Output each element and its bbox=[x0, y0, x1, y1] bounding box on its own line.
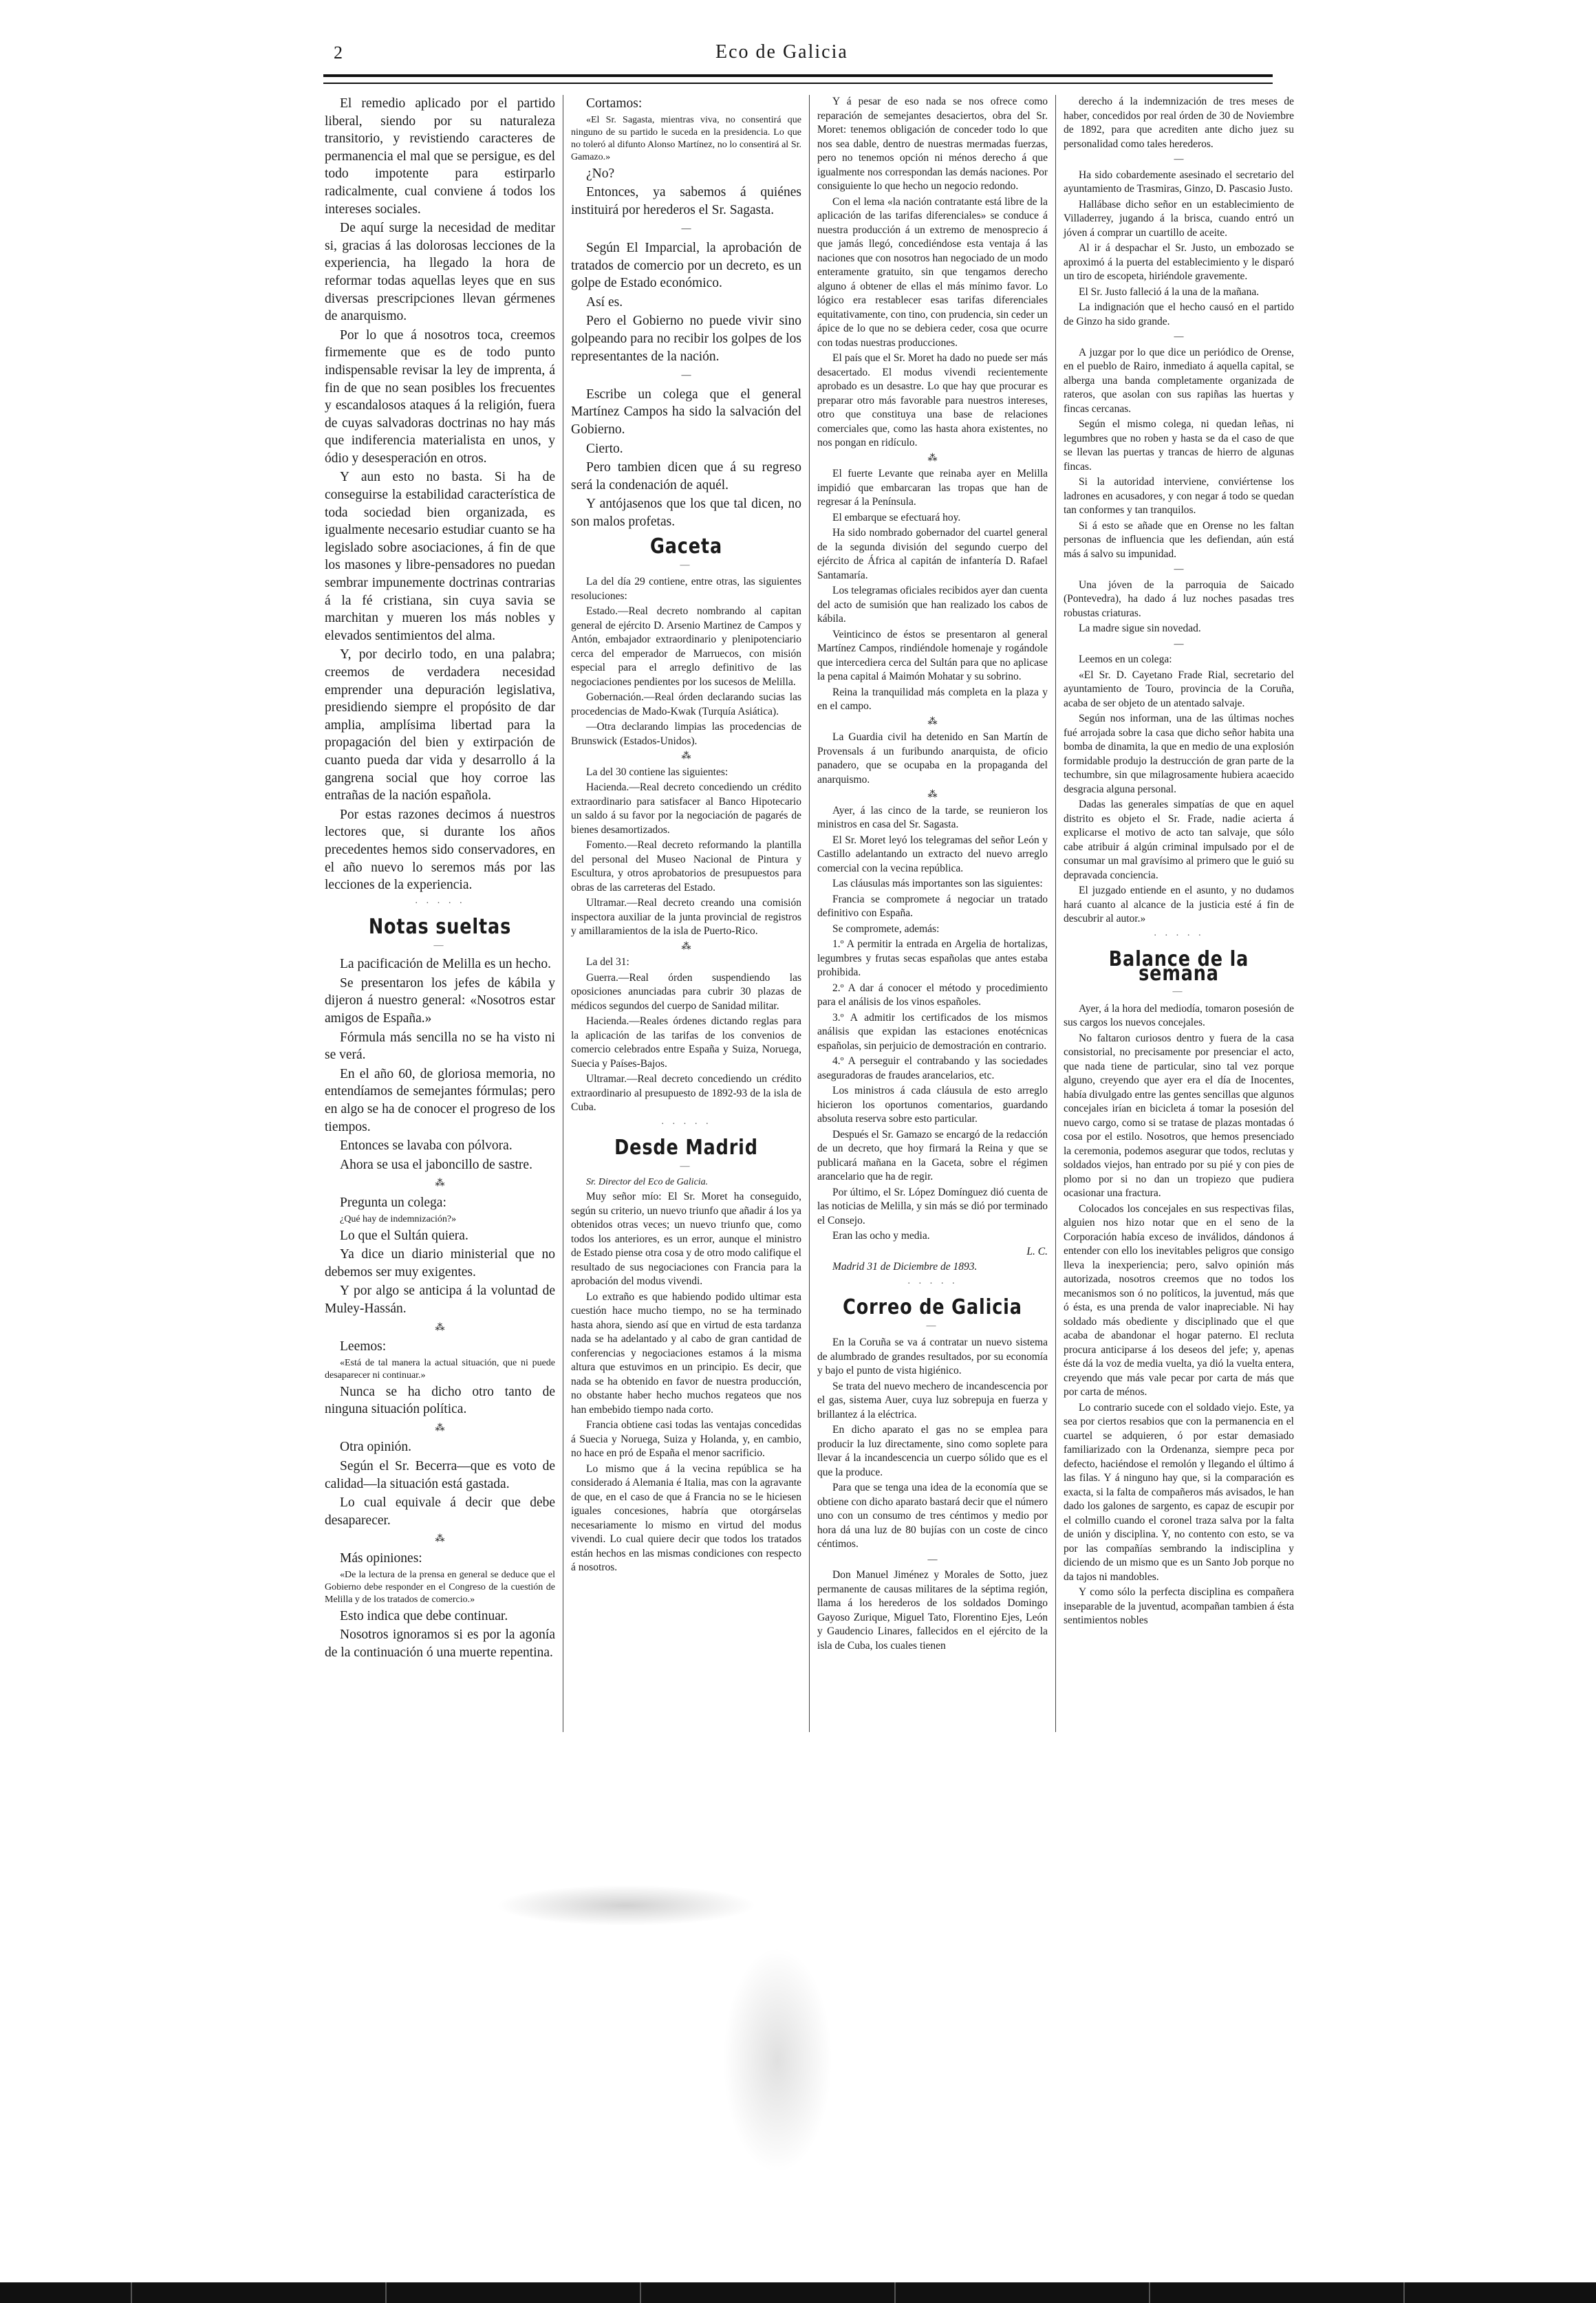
divider: — bbox=[1174, 332, 1184, 342]
asterism: ⁂ bbox=[435, 1178, 445, 1189]
paragraph: De aquí surge la necesidad de meditar si, gracias á las dolorosas lecciones de la experiencia, ha llegado la hora de reformar todas aquellas leyes que en sus diversas prescripciones llevan gérmenes de anarquismo. bbox=[325, 221, 555, 324]
paragraph: Según nos informan, una de las últimas noches fué arrojada sobre la casa que dicho señor habita una bomba de dinamita, la que en medio de una explosión formidable produjo la destrucción de gran parte de la techumbre, sin que milagrosamente hubiera acaecido desgracia alguna personal. bbox=[1064, 713, 1294, 795]
scan-bottom-edge bbox=[0, 2282, 1596, 2303]
paragraph: Entonces se lavaba con pólvora. bbox=[340, 1138, 513, 1154]
paragraph: Nunca se ha dicho otro tanto de ninguna situación política. bbox=[325, 1384, 555, 1417]
paragraph: 2.º A dar á conocer el método y procedimiento para el análisis de los vinos españoles. bbox=[817, 982, 1048, 1008]
paragraph: La madre sigue sin novedad. bbox=[1079, 623, 1201, 634]
asterism: ⁂ bbox=[927, 790, 938, 800]
paragraph: Veinticinco de éstos se presentaron al general Martínez Campos, rindiéndole homenaje y rogándole que intercediera cerca del Sultán para que no aplicase la pena capital á Maimón Mohatar y su sobrino. bbox=[817, 628, 1048, 682]
paragraph: —Otra declarando limpias las procedencias de Brunswick (Estados-Unidos). bbox=[571, 721, 801, 747]
scan-smudge bbox=[722, 1947, 832, 2174]
asterism: ⁂ bbox=[435, 1423, 445, 1434]
paragraph: La del 30 contiene las siguientes: bbox=[586, 766, 729, 778]
section-title-correo-de-galicia: Correo de Galicia bbox=[843, 1295, 1022, 1319]
signature: L. C. bbox=[1026, 1245, 1048, 1257]
paragraph: Ultramar.—Real decreto creando una comisión inspectora auxiliar de la junta provincial de registros y amillaramientos de la isla de Puerto-Rico. bbox=[571, 897, 801, 938]
paragraph: Con el lema «la nación contratante está libre de la aplicación de las tarifas diferenciales» se conduce á nuestra producción á un extremo de menosprecio á que jamás llegó, concediéndose esta ventaja á las naciones que con nosotros han negociado de un modo enteramente gratuito, sin que tengamos derecho alguno á obtener de ellas el más mínimo favor. Lo lógico era restablecer esas tarifas diferenciales equitativamente, con tino, con prudencia, sin ceder un ápice de lo que no se debiera ceder, cosa que ocurre con todas nuestras producciones. bbox=[817, 195, 1048, 349]
paragraph: Las cláusulas más importantes son las siguientes: bbox=[832, 878, 1043, 889]
asterism: ⁂ bbox=[435, 1322, 445, 1333]
paragraph: La indignación que el hecho causó en el partido de Ginzo ha sido grande. bbox=[1064, 301, 1294, 327]
paragraph: Don Manuel Jiménez y Morales de Sotto, juez permanente de causas militares de la séptima región, llama á los herederos de los soldados Domingo Gayoso Zurique, Miguel Tato, Florentino Ejes, León y Gaudencio Linares, fallecidos en el ejército de la isla de Cuba, los cuales tienen bbox=[817, 1569, 1048, 1652]
section-title-notas-sueltas: Notas sueltas bbox=[368, 915, 512, 940]
paragraph: La del día 29 contiene, entre otras, las siguientes resoluciones: bbox=[571, 576, 801, 602]
column-4 bbox=[1064, 95, 1294, 1630]
paragraph: Hallábase dicho señor en un establecimiento de Villaderrey, jugando á la brisca, cuando entró un jóven á comprar un cuartillo de aceite. bbox=[1064, 198, 1294, 239]
paragraph: Eran las ocho y media. bbox=[832, 1230, 930, 1242]
paragraph: Hacienda.—Reales órdenes dictando reglas para la aplicación de las tarifas de los convenios de comercio celebrados entre España y Suiza, Noruega, Suecia y Países-Bajos. bbox=[571, 1015, 801, 1070]
scan-tick bbox=[1149, 2282, 1150, 2303]
paragraph: Según el mismo colega, ni quedan leñas, ni legumbres que no roben y hasta se da el caso de que se llevan las puertas y trancas de hierro de algunas fincas. bbox=[1064, 418, 1294, 473]
paragraph: Lo contrario sucede con el soldado viejo. Este, ya sea por ciertos resabios que con la permanencia en el cuartel se adquieren, ó por estar demasiado familiarizado con la Ordenanza, siempre peca por defecto, haciéndose el remolón y llegando el último á las filas. Y á ninguno hay que, si la comparación es exacta, si la falta de compañeros más avisados, le han dado los galones de sargento, es capaz de escupir por el colmillo cuando el coronel traza salva por la falta de unión y disciplina. Y, no contento con esto, se va por las compañías sembrando la indisciplina y diciendo de un mismo que es un Santo Job porque no da tajos ni mandobles. bbox=[1064, 1401, 1294, 1583]
paragraph: Francia obtiene casi todas las ventajas concedidas á Suecia y Noruega, Suiza y Holanda, y, en cambio, no hace en pró de España el menor sacrificio. bbox=[571, 1419, 801, 1460]
paragraph: Los ministros á cada cláusula de esto arreglo hicieron los oportunos comentarios, guardando absoluta reserva sobre esto particular. bbox=[817, 1085, 1048, 1125]
paragraph: Otra opinión. bbox=[340, 1440, 411, 1455]
ornament-divider: · · · · · bbox=[1153, 930, 1205, 941]
paragraph: Ultramar.—Real decreto concediendo un crédito extraordinario al presupuesto de 1892-93 de la isla de Cuba. bbox=[571, 1073, 801, 1114]
divider: — bbox=[1174, 564, 1184, 574]
paragraph: Por lo que á nosotros toca, creemos firmemente que es de todo punto indispensable revisar la ley de imprenta, á fin de que no sean posibles los frecuentes y escandalosos ataques á la religión, fuera de cuyas salvadoras doctrinas no hay más que indiferencia materialista en unos, y ódio y desesperación en otros. bbox=[325, 327, 555, 466]
paragraph: Ya dice un diario ministerial que no debemos ser muy exigentes. bbox=[325, 1247, 555, 1279]
ornament-divider: · · · · · bbox=[414, 898, 466, 909]
paragraph: Lo extraño es que habiendo podido ultimar esta cuestión hace mucho tiempo, no se ha terminado hasta ahora, siendo así que en virtud de esta tardanza nada se ha adelantado y al cabo de gran cantidad de conferencias y negociaciones estamos á la misma altura que estuvimos en un principio. Es decir, que nada se ha obtenido en favor de nuestra producción, no obstante haber hecho muchos regateos que nos han embebido tiempo nada corto. bbox=[571, 1290, 801, 1416]
asterism: ⁂ bbox=[927, 453, 938, 464]
section-title-gaceta: Gaceta bbox=[649, 534, 723, 559]
asterism: ⁂ bbox=[681, 751, 691, 762]
correo-section bbox=[817, 1336, 1048, 1653]
paragraph: Según El Imparcial, la aprobación de tratados de comercio por un decreto, es un golpe de Estado económico. bbox=[571, 240, 801, 291]
paragraph: El país que el Sr. Moret ha dado no puede ser más desacertado. El modus vivendi recientemente aprobado es un desastre. Lo que hay que procurar es preparar otro más favorable para nuestros intereses, otro que constituya una base de relaciones comerciales que, como las hasta ahora existentes, no nos pongan en ridículo. bbox=[817, 352, 1048, 448]
paragraph: Nosotros ignoramos si es por la agonía de la continuación ó una muerte repentina. bbox=[325, 1628, 555, 1660]
section-title-balance-de-la-semana: Balance de la semana bbox=[1108, 947, 1249, 986]
scan-tick bbox=[640, 2282, 641, 2303]
paragraph: Y, por decirlo todo, en una palabra; creemos de verdadera necesidad emprender una depuración legislativa, presidiendo siempre el propósito de dar amplia, amplísima libertad para la propagación del bien y extirpación de cuanto pueda dar vida y desarrollo á la gangrena social que hoy corroe las entrañas de la nación española. bbox=[325, 647, 555, 803]
paragraph: Los telegramas oficiales recibidos ayer dan cuenta del acto de sumisión que han realizado los cabos de kábila. bbox=[817, 585, 1048, 625]
paragraph: Colocados los concejales en sus respectivas filas, alguien nos hizo notar que en el seno de la Corporación había exceso de inválidos, dándonos á entender con ello los inevitables peligros que consigo lleva la inexperiencia; pero, salvo opinión más autorizada, nosotros creemos que no todos los mecanismos son ó no políticos, la juventud, más que ó ésta, es una prenda de valor inapreciable. Ni hay soldado más obediente y disciplinado que el que acaba de abandonar el hogar paterno. El recluta procura anticiparse á los deseos del jefe; y, apenas éste dá la voz de media vuelta, ya dió la vuelta entera, creyendo que más vale pecar por carta de más que por carta de ménos. bbox=[1064, 1202, 1294, 1398]
column-rule bbox=[809, 95, 810, 1732]
paragraph: 3.º A admitir los certificados de los mismos análisis que expidan las estaciones enotécnicas españolas, sin perjuicio de demostración en contrario. bbox=[817, 1011, 1048, 1052]
paragraph: No faltaron curiosos dentro y fuera de la casa consistorial, no precisamente por presenciar el acto, que nada tiene de particular, sino tal vez porque alguno, creyendo que ayer era el día de Inocentes, había divulgado entre las gentes sencillas que algunos concejales irían en bicicleta á tomar la posesión del nuevo cargo, como si se tratase de plazas montadas ó cosa por el estilo. Nosotros, que hemos presenciado la ceremonia, podemos asegurar que todos, reclutas y soldados viejos, han entrado por su pié y con pies de plomo por si no dan un tropiezo que pudiera ocasionar una fractura. bbox=[1064, 1032, 1294, 1199]
asterism: ⁂ bbox=[927, 716, 938, 727]
paragraph: Esto indica que debe continuar. bbox=[340, 1608, 508, 1623]
divider: — bbox=[681, 224, 691, 235]
paragraph: Ha sido nombrado gobernador del cuartel general de la segunda división del segundo cuerpo del ejército de África al capitán de infantería D. Rafael Santamaría. bbox=[817, 527, 1048, 581]
paragraph: La del 31: bbox=[586, 956, 629, 969]
paragraph: Gobernación.—Real órden declarando sucias las procedencias de Mado-Kwak (Turquía Asiática). bbox=[571, 691, 801, 717]
salutation: Sr. Director del Eco de Galicia. bbox=[586, 1177, 709, 1188]
asterism: ⁂ bbox=[435, 1534, 445, 1545]
column-1 bbox=[325, 95, 555, 1663]
paragraph: Estado.—Real decreto nombrando al capitan general de ejército D. Arsenio Martinez de Campos y Antón, embajador extraordinario y plenipotenciario cerca del emperador de Marruecos, con misión especial para el arreglo definitivo de las negociaciones pendientes por los sucesos de Melilla. bbox=[571, 605, 801, 688]
paragraph: «El Sr. D. Cayetano Frade Rial, secretario del ayuntamiento de Touro, provincia de la Coruña, acaba de ser objeto de un atentado salvaje. bbox=[1064, 669, 1294, 709]
page-number: 2 bbox=[334, 43, 343, 63]
scan-tick bbox=[1403, 2282, 1405, 2303]
paragraph: Pregunta un colega: bbox=[340, 1195, 446, 1210]
paragraph: Muy señor mío: El Sr. Moret ha conseguido, según su criterio, un nuevo triunfo que añadir á los ya obtenidos otras veces; un nuevo triunfo que, como todos los anteriores, es un error, aunque el ministro de Estado piense otra cosa y de otro modo califique el resultado de sus negociaciones con Francia para la aprobación del modus vivendi. bbox=[571, 1191, 801, 1288]
header-rule bbox=[323, 74, 1273, 84]
paragraph: Y por algo se anticipa á la voluntad de Muley-Hassán. bbox=[325, 1284, 555, 1316]
section-title-desde-madrid: Desde Madrid bbox=[614, 1136, 758, 1160]
madrid-section bbox=[571, 1176, 801, 1575]
editorial-article bbox=[325, 95, 555, 894]
ornament-divider: — bbox=[926, 1320, 939, 1331]
quote: «Está de tal manera la actual situación, que ni puede desaparecer ni continuar.» bbox=[325, 1357, 555, 1381]
paragraph: Hacienda.—Real decreto concediendo un crédito extraordinario para satisfacer al Banco Hipotecario un saldo á su favor por la negociación de pagarés de bienes desamortizados. bbox=[571, 781, 801, 836]
scan-tick bbox=[894, 2282, 896, 2303]
paragraph: Entonces, ya sabemos á quiénes instituirá por herederos el Sr. Sagasta. bbox=[571, 185, 801, 217]
madrid-continued bbox=[817, 95, 1048, 1275]
quote: «De la lectura de la prensa en general se deduce que el Gobierno debe responder en el Congreso de la cuestión de Melilla y de los tratados de comercio.» bbox=[325, 1569, 555, 1605]
paragraph: Para que se tenga una idea de la economía que se obtiene con dicho aparato bastará decir que el número uno con un consumo de tres céntimos y medio por hora dá una luz de 80 bujías con un coste de cinco céntimos. bbox=[817, 1482, 1048, 1550]
ornament-divider: — bbox=[680, 559, 693, 570]
paragraph: Lo mismo que á la vecina república se ha considerado á Alemania é Italia, mas con la agravante de que, en el caso de que á Francia no se le hiciesen iguales concesiones, habría que otorgárselas necesariamente lo mismo en virtud del modus vivendi. Lo cual quiere decir que todos los tratados están hechos en las mismas condiciones con respecto á nosotros. bbox=[571, 1462, 801, 1574]
correo-continued bbox=[1064, 95, 1294, 927]
paragraph: derecho á la indemnización de tres meses de haber, concedidos por real órden de 30 de Noviembre de 1892, para que acrediten ante dicho juez su personalidad como tales herederos. bbox=[1064, 96, 1294, 150]
paragraph: Se presentaron los jefes de kábila y dijeron á nuestro general: «Nosotros estar amigos de España.» bbox=[325, 975, 555, 1026]
paragraph: En dicho aparato el gas no se emplea para producir la luz directamente, sino como soplete para llevar á la incandescencia un cuerpo sólido que es el que la produce. bbox=[817, 1424, 1048, 1478]
paragraph: Ayer, á las cinco de la tarde, se reunieron los ministros en casa del Sr. Sagasta. bbox=[817, 804, 1048, 830]
ornament-divider: · · · · · bbox=[660, 1118, 712, 1129]
paragraph: Según el Sr. Becerra—que es voto de calidad—la situación está gastada. bbox=[325, 1459, 555, 1491]
paragraph: ¿No? bbox=[586, 166, 615, 181]
quote: «El Sr. Sagasta, mientras viva, no consentirá que ninguno de su partido le suceda en la presidencia. Lo que no toleró al difunto Alonso Martínez, no lo consentirá al Sr. Gamazo.» bbox=[571, 114, 801, 162]
divider: — bbox=[1174, 154, 1184, 164]
paragraph: Escribe un colega que el general Martínez Campos ha sido la salvación del Gobierno. bbox=[571, 387, 801, 437]
paragraph: El Sr. Moret leyó los telegramas del señor León y Castillo adelantando un extracto del nuevo arreglo comercial con la vecina república. bbox=[817, 834, 1048, 874]
divider: — bbox=[1174, 638, 1184, 649]
paragraph: Al ir á despachar el Sr. Justo, un embozado se aproximó á la puerta del establecimiento y le disparó un tiro de escopeta, hiriéndole gravemente. bbox=[1064, 242, 1294, 282]
paragraph: A juzgar por lo que dice un periódico de Orense, en el pueblo de Rairo, inmediato á aquella capital, se alberga una banda completamente organizada de rateros, que asolan con sus rapiñas las huertas y fincas cercanas. bbox=[1064, 346, 1294, 415]
ornament-divider: · · · · · bbox=[907, 1278, 958, 1289]
paragraph: Así es. bbox=[586, 294, 623, 310]
notas-section bbox=[325, 955, 555, 1661]
paragraph: Francia se compromete á negociar un tratado definitivo con España. bbox=[817, 893, 1048, 919]
comentarios-section bbox=[571, 95, 801, 530]
paragraph: Leemos: bbox=[340, 1339, 387, 1354]
paragraph: Dadas las generales simpatías de que en aquel distrito es objeto el Sr. Frade, nadie acierta á explicarse el motivo de acto tan salvaje, que sólo cabe atribuir á algún criminal impulsado por el de consumar un mal gravísimo al primero que le guió su depravada conciencia. bbox=[1064, 799, 1294, 881]
paragraph: Cortamos: bbox=[586, 96, 643, 111]
paragraph: El embarque se efectuará hoy. bbox=[832, 511, 961, 523]
paragraph: Ha sido cobardemente asesinado el secretario del ayuntamiento de Trasmiras, Ginzo, D. Pascasio Justo. bbox=[1064, 169, 1294, 195]
paragraph: 1.º A permitir la entrada en Argelia de hortalizas, legumbres y frutas secas españolas que antes estaba prohibida. bbox=[817, 938, 1048, 978]
quote: ¿Qué hay de indemnización?» bbox=[340, 1213, 457, 1224]
paragraph: Y á pesar de eso nada se nos ofrece como reparación de semejantes desaciertos, obra del Sr. Moret: tenemos obligación de conceder todo lo que nos sea dable, dentro de nuestras mermadas fuerzas, pero no tenemos opción ni ménos derecho á que igualmente nos correspondan las demás naciones. Por consiguiente lo que hecho un negocio redondo. bbox=[817, 96, 1048, 192]
asterism: ⁂ bbox=[681, 941, 691, 952]
paragraph: Por estas razones decimos á nuestros lectores que, si durante los años precedentes hemos sido conservadores, en el año nuevo lo seremos más por las lecciones de la experiencia. bbox=[325, 807, 555, 893]
scan-tick bbox=[131, 2282, 132, 2303]
paragraph: La Guardia civil ha detenido en San Martín de Provensals á un furibundo anarquista, de oficio panadero, que se ocupaba en la propaganda del anarquismo. bbox=[817, 731, 1048, 786]
paragraph: Reina la tranquilidad más completa en la plaza y en el campo. bbox=[817, 686, 1048, 712]
newspaper-title: Eco de Galicia bbox=[715, 41, 848, 63]
divider: — bbox=[927, 1554, 938, 1565]
column-rule bbox=[1055, 95, 1056, 1732]
paragraph: Si á esto se añade que en Orense no les faltan personas de influencia que les defiendan, aún está más á salvo su impunidad. bbox=[1064, 519, 1294, 560]
paragraph: El Sr. Justo falleció á la una de la mañana. bbox=[1079, 285, 1260, 298]
page-header bbox=[313, 36, 1276, 63]
paragraph: Pero el Gobierno no puede vivir sino golpeando para no recibir los golpes de los representantes de la nación. bbox=[571, 314, 801, 364]
paragraph: Se compromete, además: bbox=[832, 922, 940, 935]
ornament-divider: — bbox=[680, 1160, 693, 1171]
paragraph: El juzgado entiende en el asunto, y no dudamos hará cuanto al alcance de la justicia esté á fin de descubrir al autor.» bbox=[1064, 885, 1294, 925]
dateline: Madrid 31 de Diciembre de 1893. bbox=[832, 1261, 978, 1273]
paragraph: En el año 60, de gloriosa memoria, no entendíamos de semejantes fórmulas; pero en algo se ha de conocer el progreso de los tiempos. bbox=[325, 1066, 555, 1134]
paragraph: Ahora se usa el jaboncillo de sastre. bbox=[340, 1157, 532, 1172]
balance-section bbox=[1064, 1002, 1294, 1628]
paragraph: Fórmula más sencilla no se ha visto ni se verá. bbox=[325, 1030, 555, 1063]
paragraph: 4.º A perseguir el contrabando y las sociedades aseguradoras de fraudes arancelarios, etc. bbox=[817, 1055, 1048, 1081]
paragraph: Ayer, á la hora del mediodía, tomaron posesión de sus cargos los nuevos concejales. bbox=[1064, 1002, 1294, 1028]
scan-smudge bbox=[495, 1885, 757, 1926]
paragraph: Una jóven de la parroquia de Saicado (Pontevedra), ha dado á luz noches pasadas tres robustas criaturas. bbox=[1064, 579, 1294, 619]
column-2 bbox=[571, 95, 801, 1577]
paragraph: Después el Sr. Gamazo se encargó de la redacción de un decreto, que hoy firmará la Reina y que se publicará mañana en la Gaceta, sobre el régimen arancelario que ha de regir. bbox=[817, 1128, 1048, 1182]
paragraph: Por último, el Sr. López Domínguez dió cuenta de las noticias de Melilla, y sin más se dió por terminado el Consejo. bbox=[817, 1186, 1048, 1226]
paragraph: Y antójasenos que los que tal dicen, no son malos profetas. bbox=[571, 497, 801, 529]
paragraph: La pacificación de Melilla es un hecho. bbox=[340, 957, 551, 972]
paragraph: Leemos en un colega: bbox=[1079, 653, 1172, 665]
paragraph: El remedio aplicado por el partido liberal, siendo por su naturaleza transitorio, y revistiendo caracteres de permanencia el mal que se persigue, es del todo impotente para estirparlo radicalmente, cual conviene á todos los intereses sociales. bbox=[325, 96, 555, 217]
paragraph: Fomento.—Real decreto reformando la plantilla del personal del Museo Nacional de Pintura y Escultura, y otros aprobatorios de presupuestos para obras de las carreteras del Estado. bbox=[571, 839, 801, 894]
paragraph: Cierto. bbox=[586, 441, 623, 456]
ornament-divider: — bbox=[1172, 986, 1185, 997]
paragraph: Pero tambien dicen que á su regreso será la condenación de aquél. bbox=[571, 460, 801, 493]
paragraph: El fuerte Levante que reinaba ayer en Melilla impidió que embarcaran las tropas que han de regresar á la Península. bbox=[817, 468, 1048, 508]
ornament-divider: — bbox=[433, 940, 446, 951]
paragraph: En la Coruña se va á contratar un nuevo sistema de alumbrado de grandes resultados, por su economía y bajo el punto de vista higiénico. bbox=[817, 1337, 1048, 1376]
paragraph: Si la autoridad interviene, conviértense los ladrones en acusadores, y con negar á todo se quedan tan conformes y tan tranquilos. bbox=[1064, 476, 1294, 516]
paragraph: Guerra.—Real órden suspendiendo las oposiciones anunciadas para cubrir 30 plazas de médicos segundos del cuerpo de Sanidad militar. bbox=[571, 971, 801, 1012]
paragraph: Lo que el Sultán quiera. bbox=[340, 1228, 468, 1243]
paragraph: Lo cual equivale á decir que debe desaparecer. bbox=[325, 1495, 555, 1528]
column-3 bbox=[817, 95, 1048, 1654]
paragraph: Se trata del nuevo mechero de incandescencia por el gas, sistema Auer, cuya luz sobrepuja en fuerza y brillantez á la eléctrica. bbox=[817, 1380, 1048, 1420]
scan-tick bbox=[385, 2282, 387, 2303]
divider: — bbox=[681, 370, 691, 381]
paragraph: Y aun esto no basta. Si ha de conseguirse la estabilidad característica de toda sociedad bien organizada, es igualmente necesario estudiar cuanto se ha legislado sobre asociaciones, á fin de que los masones y libre-pensadores no puedan sembrar impunemente doctrinas contrarias á la fé cristiana, sin cuya savia se marchitan y mueren los más nobles y elevados sentimientos del alma. bbox=[325, 470, 555, 643]
paragraph: Más opiniones: bbox=[340, 1551, 422, 1566]
gaceta-section bbox=[571, 575, 801, 1115]
paragraph: Y como sólo la perfecta disciplina es compañera inseparable de la juventud, acompañan tambien á ésta sentimientos nobles bbox=[1064, 1586, 1294, 1626]
